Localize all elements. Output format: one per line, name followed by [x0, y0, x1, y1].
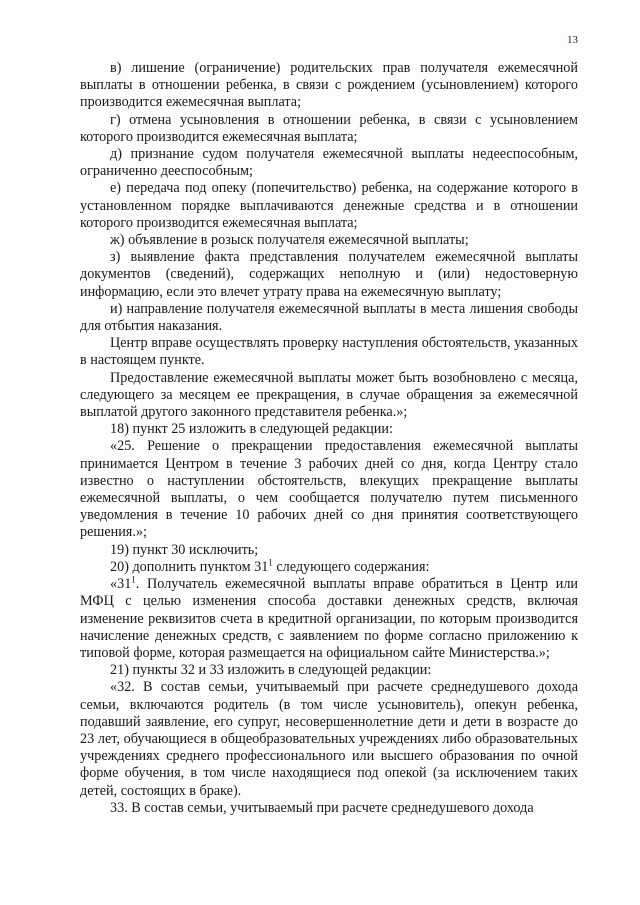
- paragraph-item-d: д) признание судом получателя ежемесячной выплаты недееспособным, ограниченно дееспособным;: [80, 146, 578, 180]
- paragraph-item-g: г) отмена усыновления в отношении ребенка, в связи с усыновлением которого производится ежемесячная выплата;: [80, 111, 578, 145]
- paragraph-clause-32: «32. В состав семьи, учитываемый при расчете среднедушевого дохода семьи, включаются родитель (в том числе усыновитель), опекун ребенка, подавший заявление, его супруг, несовершеннолетние дети и дети в возрасте до 23 лет, обучающиеся в общеобразовательных учреждениях либо образовательных учреждениях среднего профессионального или высшего образования по очной форме обучения, в том числе находящиеся под опекой (за исключением таких детей, состоящих в браке).: [80, 679, 578, 799]
- text-run: «31: [110, 576, 132, 593]
- paragraph-amendment-18: 18) пункт 25 изложить в следующей редакции:: [110, 421, 393, 438]
- paragraph-amendment-20: [80, 559, 578, 576]
- text-run: 20) дополнить пунктом 31: [110, 558, 269, 575]
- paragraph-item-v: в) лишение (ограничение) родительских прав получателя ежемесячной выплаты в отношении ребенка, в связи с рождением (усыновлением) которого производится ежемесячная выплата;: [80, 60, 578, 111]
- text-run: . Получатель ежемесячной выплаты вправе обратиться в Центр или МФЦ с целью изменения способа доставки денежных средств, включая изменение реквизитов счета в кредитной организации, по которым производится начисление денежных средств, с заявлением по форме согласно приложению к типовой форме, которая размещается на официальном сайте Министерства.»;: [80, 576, 578, 661]
- paragraph-item-i: и) направление получателя ежемесячной выплаты в места лишения свободы для отбытия наказания.: [80, 300, 578, 335]
- paragraph-item-z: з) выявление факта представления получателем ежемесячной выплаты документов (сведений), содержащих неполную и (или) недостоверную информацию, если это влечет утрату права на ежемесячную выплату;: [80, 249, 578, 300]
- paragraph-resumption: Предоставление ежемесячной выплаты может быть возобновлено с месяца, следующего за месяцем ее прекращения, в случае обращения за ежемесячной выплатой другого законного представителя ребенка.»;: [80, 369, 578, 421]
- paragraph-item-zh: ж) объявление в розыск получателя ежемесячной выплаты;: [110, 232, 469, 249]
- paragraph-center-verification: Центр вправе осуществлять проверку наступления обстоятельств, указанных в настоящем пункте.: [80, 335, 578, 369]
- paragraph-amendment-21: 21) пункты 32 и 33 изложить в следующей редакции:: [110, 662, 432, 679]
- paragraph-item-e: е) передача под опеку (попечительство) ребенка, на содержание которого в установленном порядке выплачиваются денежные средства и в отношении которого производится ежемесячная выплата;: [80, 180, 578, 231]
- document-body: [80, 60, 578, 817]
- paragraph-clause-33: 33. В состав семьи, учитываемый при расчете среднедушевого дохода: [110, 799, 534, 816]
- superscript: 1: [268, 557, 273, 568]
- superscript: 1: [131, 574, 136, 585]
- page-number: 13: [567, 34, 578, 46]
- paragraph-clause-31-1: [80, 576, 578, 662]
- paragraph-amendment-19: 19) пункт 30 исключить;: [110, 541, 259, 558]
- paragraph-clause-25: «25. Решение о прекращении предоставления ежемесячной выплаты принимается Центром в течение 3 рабочих дней со дня, когда Центру стало известно о наступлении обстоятельств, влекущих прекращение выплаты ежемесячной выплаты, о чем сообщается получателю путем письменного уведомления в течение 10 рабочих дней со дня принятия соответствующего решения.»;: [80, 438, 578, 541]
- text-run: следующего содержания:: [272, 558, 430, 575]
